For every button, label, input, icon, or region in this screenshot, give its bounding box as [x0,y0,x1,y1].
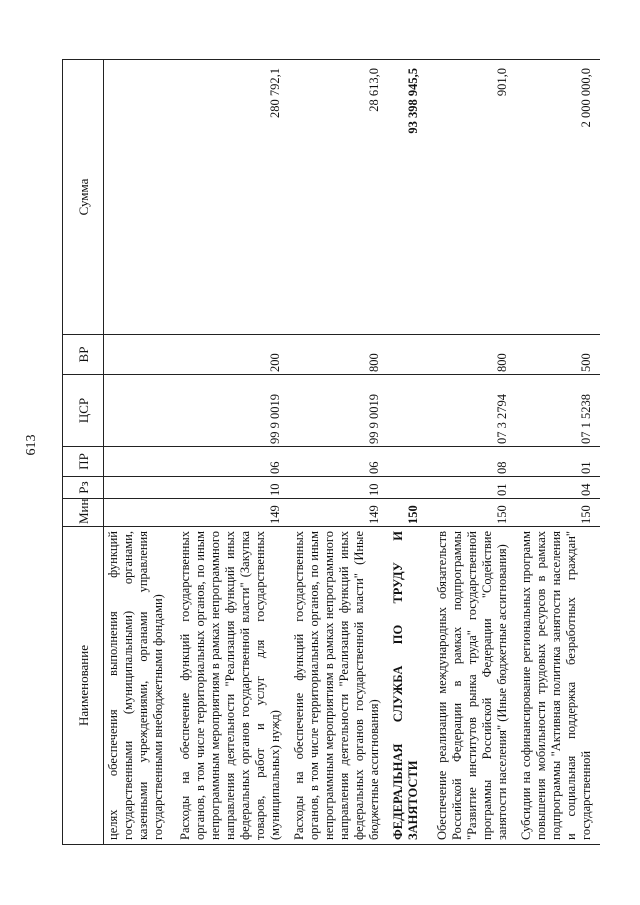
row-name: Субсидии на софинансирование региональных программ повышения мобильности трудовых ресурсов в рамках подпрограммы "Активная политика занятости населения и социальная поддержка безработных граждан" государственной [516,527,600,845]
row-csr: 07 3 2794 [427,375,516,447]
table-row [289,60,388,845]
row-rz: 10 [289,477,388,499]
header-name: Наименование [63,527,104,845]
table-row [388,60,427,845]
row-csr: 99 9 0019 [174,375,288,447]
header-csr: ЦСР [63,375,104,447]
row-vr: 800 [289,335,388,375]
header-vr: ВР [63,335,104,375]
row-rz [104,477,175,499]
row-sum: 28 613,0 [289,60,388,335]
row-name: Обеспечение реализации международных обязательств Российской Федерации в рамках подпрограммы "Развитие институтов рынка труда" государственной программы Российской Федерации "Содействие занятости населения" (Иные бюджетные ассигнования) [427,527,516,845]
row-vr [388,335,427,375]
row-pr: 01 [516,447,600,477]
row-sum: 901,0 [427,60,516,335]
rotated-table-container [62,60,600,845]
row-pr [388,447,427,477]
table-row [427,60,516,845]
row-rz: 04 [516,477,600,499]
row-pr: 08 [427,447,516,477]
row-vr: 200 [174,335,288,375]
row-min: 150 [516,499,600,527]
row-pr: 06 [174,447,288,477]
row-rz [388,477,427,499]
row-rz: 10 [174,477,288,499]
row-csr [104,375,175,447]
row-name: Расходы на обеспечение функций государственных органов, в том числе территориальных органов, по иным непрограммным мероприятиям в рамках непрограммного направления деятельности "Реализация функций иных федеральных органов государственной власти" (Закупка товаров, работ и услуг для государственных (муниципальных) нужд) [174,527,288,845]
row-sum: 2 000 000,0 [516,60,600,335]
row-rz: 01 [427,477,516,499]
row-min: 149 [289,499,388,527]
row-sum: 93 398 945,5 [388,60,427,335]
header-row [63,60,104,845]
row-vr: 500 [516,335,600,375]
row-name: Расходы на обеспечение функций государственных органов, в том числе территориальных органов, по иным непрограммным мероприятиям в рамках непрограммного направления деятельности "Реализация функций иных федеральных органов государственной власти" (Иные бюджетные ассигнования) [289,527,388,845]
row-min: 149 [174,499,288,527]
header-sum: Сумма [63,60,104,335]
row-pr [104,447,175,477]
header-rz: Рз [63,477,104,499]
page-number: 613 [24,434,39,456]
row-min [104,499,175,527]
row-csr [388,375,427,447]
table-row [516,60,600,845]
row-sum: 280 792,1 [174,60,288,335]
row-min: 150 [388,499,427,527]
row-csr: 07 1 5238 [516,375,600,447]
row-min: 150 [427,499,516,527]
row-pr: 06 [289,447,388,477]
row-sum [104,60,175,335]
budget-table [62,59,600,845]
row-name: ФЕДЕРАЛЬНАЯ СЛУЖБА ПО ТРУДУ И ЗАНЯТОСТИ [388,527,427,845]
header-pr: ПР [63,447,104,477]
header-min: Мин [63,499,104,527]
row-csr: 99 9 0019 [289,375,388,447]
table-row [174,60,288,845]
row-vr [104,335,175,375]
table-row [104,60,175,845]
row-name: целях обеспечения выполнения функций государственными (муниципальными) органами, казенными учреждениями, органами управления государственными внебюджетными фондами) [104,527,175,845]
row-vr: 800 [427,335,516,375]
